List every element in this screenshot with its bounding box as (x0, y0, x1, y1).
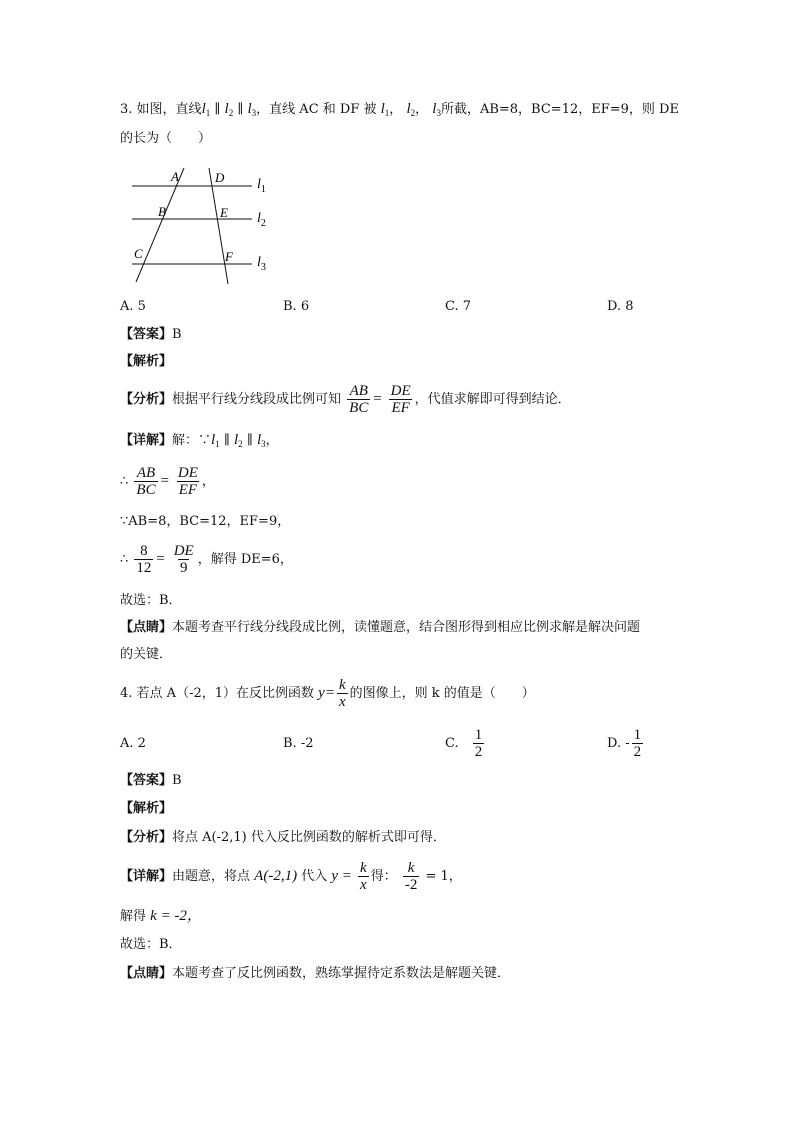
q4-choose: 故选：B． (120, 937, 182, 952)
q3-comment: 【点睛】本题考查平行线分线段成比例，读懂题意，结合图形得到相应比例求解是解决问题 (120, 620, 641, 635)
parallel-symbol: ∥ (237, 102, 244, 117)
q3-stem-line2: 的长为（ ） (120, 131, 212, 146)
q3-answer: 【答案】B (120, 327, 182, 342)
fraction-de-9: $\frac{DE}{9}$ (173, 543, 194, 576)
q3-option-a: A. 5 (120, 299, 146, 314)
q4-detail: 【详解】由题意，将点 A(-2,1) 代入 y = $\frac{k}{x}$ 得： $\frac{k}{-2}$ = 1， (120, 860, 462, 893)
label-e: E (220, 205, 228, 220)
label-l3: $l_3$ (257, 255, 266, 273)
label-a: A (171, 169, 179, 184)
q4-stem: 4. 若点 A（-2，1）在反比例函数 y= $\frac{k}{x}$ 的图像上，则 k 的值是（ ） (120, 677, 535, 710)
line-l3: $l_3$ (432, 101, 441, 118)
fraction-ab-bc: $\frac{AB}{BC}$ (136, 465, 156, 498)
q3-stem-line1: 3. 如图，直线$l_1$ ∥ $l_2$ ∥ $l_3$，直线 AC 和 DF 被 $l_1$， $l_2$， $l_3$所截，AB=8，BC=12，EF=9，则 DE (120, 101, 679, 118)
q3-option-d: D. 8 (607, 299, 634, 314)
q3-option-b: B. 6 (283, 299, 310, 314)
label-l2: $l_2$ (257, 211, 266, 229)
fraction-de-ef: $\frac{DE}{EF}$ (390, 383, 411, 416)
line-l2: $l_2$ (224, 101, 234, 118)
fraction-de-ef: $\frac{DE}{EF}$ (177, 465, 198, 498)
fraction-k-x: $\frac{k}{x}$ (338, 677, 346, 710)
q4-option-d: D. - $\frac{1}{2}$ (607, 727, 642, 760)
line-l1: $l_1$ (380, 101, 390, 118)
line-l3: $l_3$ (247, 101, 257, 118)
line-df (209, 168, 228, 284)
q4-comment: 【点睛】本题考查了反比例函数，熟练掌握待定系数法是解题关键． (120, 966, 511, 981)
q4-option-a: A. 2 (120, 736, 146, 751)
q3-solve: ∴ $\frac{8}{12}$ = $\frac{DE}{9}$ ，解得 DE=6， (120, 543, 293, 576)
q4-fenxi: 【分析】将点 A(-2,1) 代入反比例函数的解析式即可得． (120, 830, 446, 845)
label-b: B (158, 204, 166, 219)
q3-analysis-heading: 【解析】 (120, 354, 173, 369)
q4-solve: 解得 k = -2， (120, 908, 202, 924)
q3-proportion: ∴ $\frac{AB}{BC}$ = $\frac{DE}{EF}$ ， (120, 465, 215, 498)
label-l1: $l_1$ (257, 177, 266, 195)
q3-choose: 故选：B． (120, 593, 182, 608)
fraction-ab-bc: $\frac{AB}{BC}$ (349, 383, 369, 416)
label-c: C (134, 246, 143, 261)
q3-given: ∵AB=8，BC=12，EF=9， (120, 514, 291, 529)
q3-detail: 【详解】解：$\because l_1$ ∥ $l_2$ ∥ $l_3$， (120, 432, 279, 449)
q4-answer: 【答案】B (120, 773, 182, 788)
q3-fenxi: 【分析】根据平行线分线段成比例可知 $\frac{AB}{BC}$ = $\frac{DE}{EF}$ ，代值求解即可得到结论． (120, 383, 571, 416)
q4-option-b: B. -2 (283, 736, 314, 751)
parallel-symbol: ∥ (214, 102, 221, 117)
label-f: F (225, 249, 233, 264)
q3-comment-cont: 的关键． (120, 647, 173, 662)
q3-stem-b: ，直线 AC 和 DF 被 (256, 102, 377, 117)
label-d: D (215, 170, 225, 185)
line-l2: $l_2$ (406, 101, 416, 118)
q3-option-c: C. 7 (445, 299, 472, 314)
line-ac (136, 168, 184, 282)
q3-number: 3. (120, 102, 133, 117)
q3-stem-a: 如图，直线 (136, 102, 202, 117)
fraction-8-12: $\frac{8}{12}$ (136, 543, 152, 576)
line-l1: $l_1$ (201, 101, 211, 118)
parallel-lines-figure (120, 160, 290, 290)
q3-stem-c: 所截，AB=8，BC=12，EF=9，则 DE (440, 102, 679, 117)
q4-option-c: C. $\frac{1}{2}$ (445, 727, 483, 760)
q4-analysis-heading: 【解析】 (120, 801, 173, 816)
